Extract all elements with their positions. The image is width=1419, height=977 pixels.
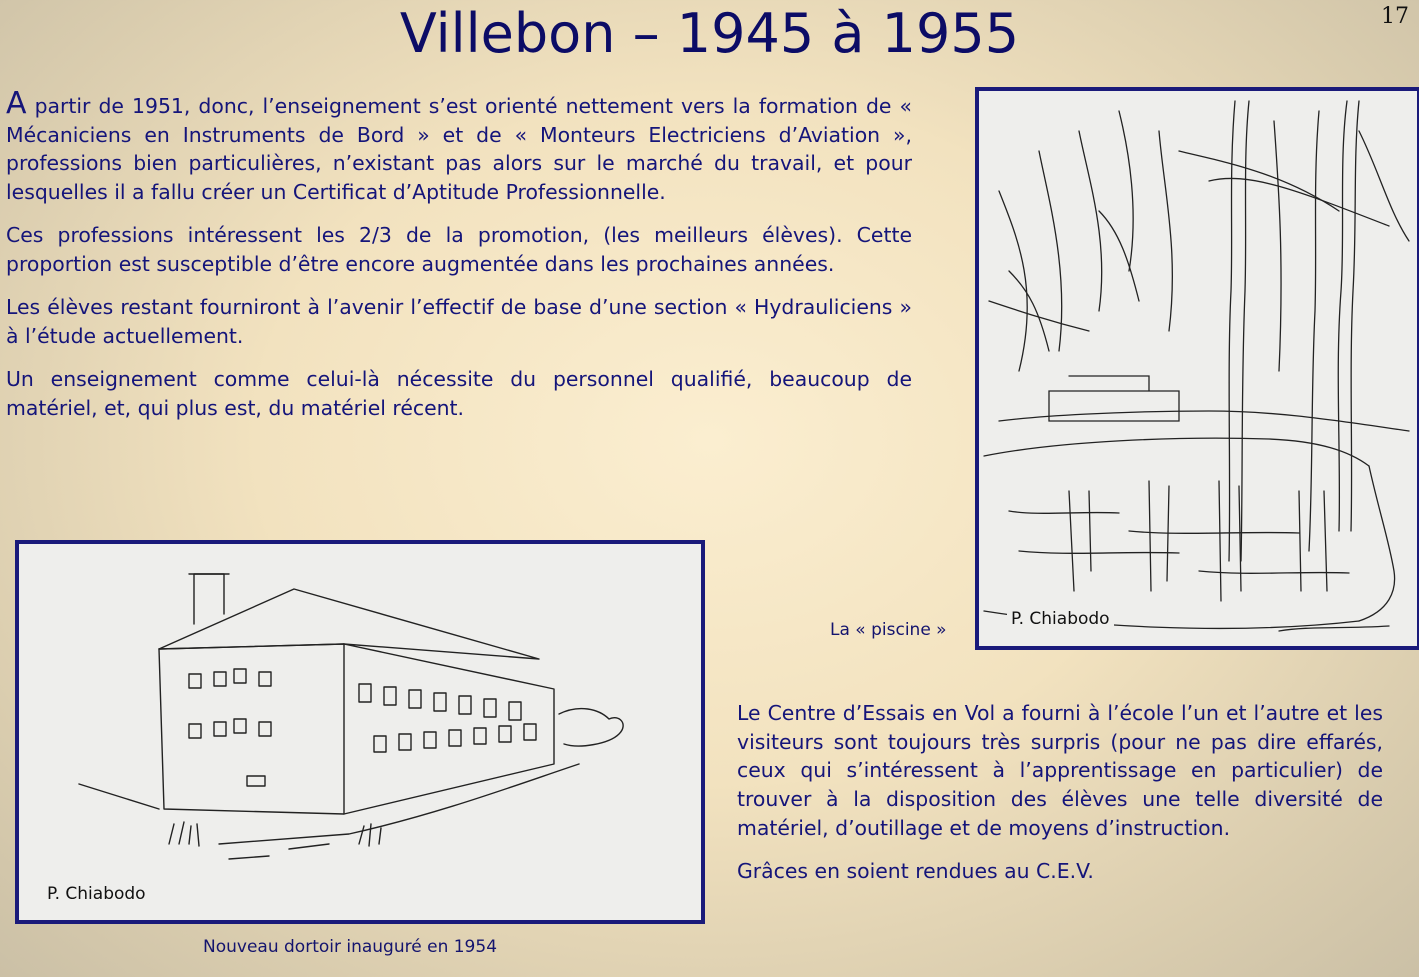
intro-paragraph-1-text: partir de 1951, donc, l’enseignement s’est orienté nettement vers la formation de « Mécaniciens en Instruments de Bord » et de « Monteurs Electriciens d’Aviation », professions bien particulières, n’existant pas alors sur le marché du travail, et pour lesquelles il a fallu créer un Certificat d’Aptitude Professionnelle.	[6, 94, 912, 204]
building-sketch-drawing	[19, 544, 701, 920]
intro-paragraph-1	[6, 86, 912, 206]
building-sketch-frame	[15, 540, 705, 924]
intro-paragraph-2: Ces professions intéressent les 2/3 de la promotion, (les meilleurs élèves). Cette proportion est susceptible d’être encore augmentée dans les prochaines années.	[6, 223, 912, 276]
intro-paragraph-4: Un enseignement comme celui-là nécessite du personnel qualifié, beaucoup de matériel, et, qui plus est, du matériel récent.	[6, 367, 912, 420]
pool-sketch-credit: P. Chiabodo	[1007, 609, 1114, 629]
page-number: 17	[1381, 4, 1409, 29]
intro-text	[6, 86, 912, 437]
pool-sketch-frame	[975, 87, 1419, 650]
cev-text	[737, 699, 1383, 899]
drop-cap: A	[6, 86, 27, 121]
intro-paragraph-3: Les élèves restant fourniront à l’avenir l’effectif de base d’une section « Hydrauliciens » à l’étude actuellement.	[6, 295, 912, 348]
cev-paragraph-1: Le Centre d’Essais en Vol a fourni à l’école l’un et l’autre et les visiteurs sont toujours très surpris (pour ne pas dire effarés, ceux qui s’intéressent à l’apprentissage en particulier) de trouver à la disposition des élèves une telle diversité de matériel, d’outillage et de moyens d’instruction.	[737, 701, 1383, 840]
page-title: Villebon – 1945 à 1955	[399, 2, 1020, 65]
pool-sketch-caption: La « piscine »	[830, 620, 947, 640]
building-sketch-caption: Nouveau dortoir inauguré en 1954	[203, 937, 498, 957]
cev-paragraph-2: Grâces en soient rendues au C.E.V.	[737, 858, 1094, 883]
building-sketch-credit: P. Chiabodo	[43, 884, 150, 904]
pool-sketch-drawing	[979, 91, 1417, 646]
